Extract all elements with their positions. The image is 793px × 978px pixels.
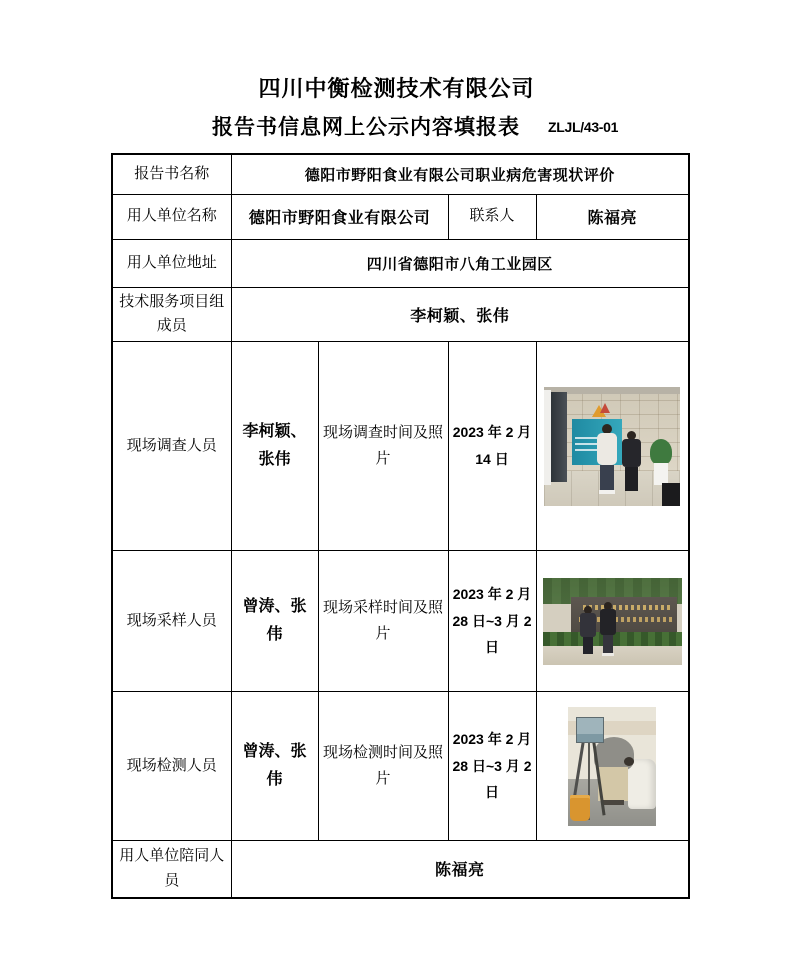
lobby-plant	[650, 439, 672, 465]
contact-name: 陈福亮	[536, 194, 689, 239]
person-left-legs	[583, 637, 593, 654]
survey-persons: 李柯颖、张伟	[231, 342, 318, 551]
person-right-legs	[603, 635, 613, 654]
orange-bucket	[570, 795, 590, 821]
person-right-shoes	[602, 653, 614, 656]
lobby-logo-red	[600, 403, 610, 413]
lobby-white-planter	[654, 463, 668, 485]
sign-text-line1	[583, 605, 671, 610]
lobby-door-frame	[544, 390, 551, 485]
person-right-pants	[625, 467, 638, 491]
sampling-persons: 曾涛、张伟	[231, 551, 318, 692]
escort-value: 陈福亮	[231, 841, 689, 898]
survey-time-label: 现场调查时间及照片	[318, 342, 448, 551]
address-value: 四川省德阳市八角工业园区	[231, 239, 689, 287]
row-address	[112, 239, 689, 287]
person-right-jacket	[600, 609, 616, 635]
row-sampling	[112, 551, 689, 692]
escort-label: 用人单位陪同人员	[112, 841, 231, 898]
sampling-label: 现场采样人员	[112, 551, 231, 692]
person-left-white-jacket	[597, 433, 617, 465]
row-survey	[112, 342, 689, 551]
person-left-shoes	[599, 490, 615, 494]
row-employer	[112, 194, 689, 239]
person-right-dark-jacket	[622, 439, 641, 467]
white-sack	[628, 759, 656, 809]
testing-date: 2023 年 2 月 28 日~3 月 2 日	[448, 692, 536, 841]
sampling-photo-cell	[536, 551, 689, 692]
row-report-name	[112, 154, 689, 194]
testing-label: 现场检测人员	[112, 692, 231, 841]
testing-persons: 曾涛、张伟	[231, 692, 318, 841]
disclosure-form-table	[111, 153, 690, 899]
testing-photo-cell	[536, 692, 689, 841]
survey-photo-cell	[536, 342, 689, 551]
worker-head	[624, 757, 634, 766]
person-left-coat	[580, 613, 596, 637]
form-code: ZLJL/43-01	[548, 119, 619, 135]
form-title: 报告书信息网上公示内容填报表	[212, 116, 520, 139]
row-team	[112, 287, 689, 342]
team-label: 技术服务项目组成员	[112, 287, 231, 342]
worker-shoes	[602, 800, 624, 805]
survey-date: 2023 年 2 月 14 日	[448, 342, 536, 551]
factory-sign-two-people-photo	[543, 578, 682, 665]
address-label: 用人单位地址	[112, 239, 231, 287]
employer-label: 用人单位名称	[112, 194, 231, 239]
employer-value: 德阳市野阳食业有限公司	[231, 194, 448, 239]
testing-time-label: 现场检测时间及照片	[318, 692, 448, 841]
lobby-dark-sofa	[662, 483, 680, 506]
office-lobby-two-people-photo	[544, 387, 680, 506]
survey-label: 现场调查人员	[112, 342, 231, 551]
lobby-glass-door	[551, 392, 567, 482]
report-name-label: 报告书名称	[112, 154, 231, 194]
person-left-pants	[600, 465, 614, 491]
company-title: 四川中衡检测技术有限公司	[258, 76, 535, 101]
sampling-time-label: 现场采样时间及照片	[318, 551, 448, 692]
sampling-date: 2023 年 2 月 28 日~3 月 2 日	[448, 551, 536, 692]
row-escort	[112, 841, 689, 898]
contact-label: 联系人	[448, 194, 536, 239]
row-testing	[112, 692, 689, 841]
sampling-instrument-box	[576, 717, 604, 743]
workshop-instrument-person-photo	[568, 707, 656, 826]
report-name-value: 德阳市野阳食业有限公司职业病危害现状评价	[231, 154, 689, 194]
team-value: 李柯颖、张伟	[231, 287, 689, 342]
